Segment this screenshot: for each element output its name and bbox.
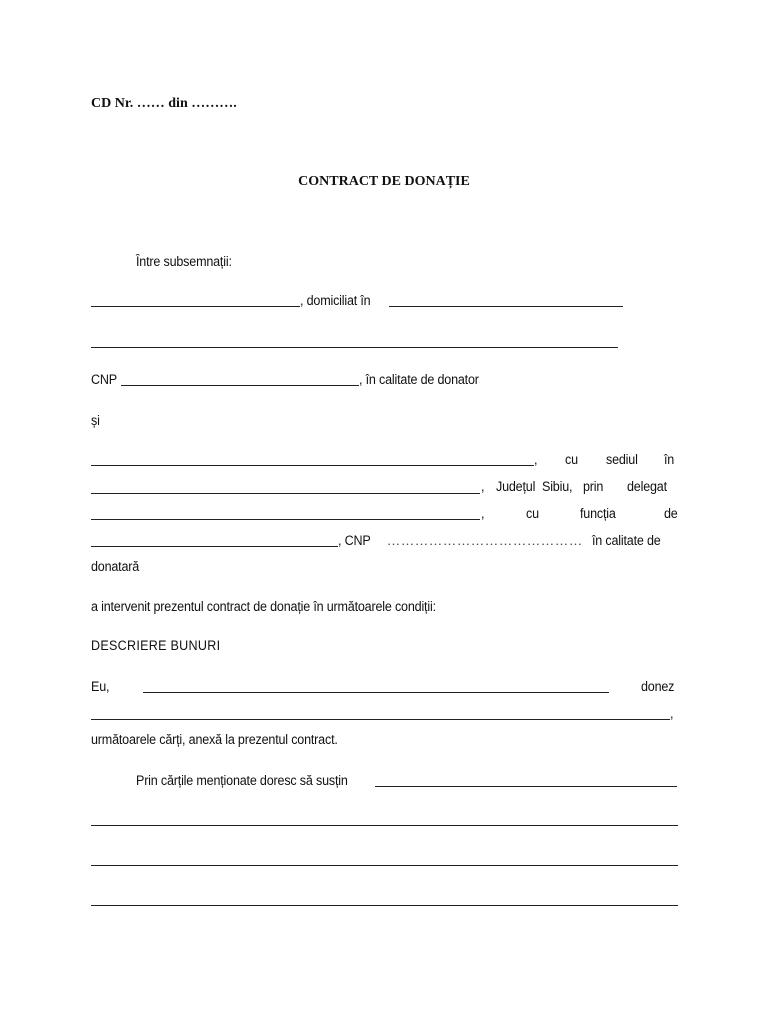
comma: , — [481, 479, 485, 494]
delegate-function-blank — [91, 546, 338, 547]
cnp-dots: …………………………………… — [387, 533, 583, 548]
din-label: din — [168, 96, 188, 111]
cd-number-dots: …… — [136, 96, 165, 111]
cu-label-2: cu — [526, 506, 539, 521]
comma: , — [670, 706, 674, 721]
intro-text: Între subsemnații: — [136, 254, 232, 269]
din-dots: ………. — [191, 96, 237, 111]
in-label: în — [664, 452, 675, 467]
purpose-blank-4 — [91, 905, 678, 906]
cnp-label: CNP — [91, 372, 117, 387]
cu-label: cu — [565, 452, 578, 467]
cd-number-line — [91, 95, 237, 113]
donor-address-blank — [389, 306, 623, 307]
cd-number-label: CD Nr. — [91, 96, 134, 111]
delegat-label: delegat — [627, 479, 667, 494]
contract-title: CONTRACT DE DONAȚIE — [298, 174, 470, 189]
donor-cnp-blank — [121, 385, 359, 386]
prin-label: prin — [583, 479, 604, 494]
recipient-address-blank — [91, 493, 480, 494]
recipient-role-1: în calitate de — [592, 533, 661, 548]
section-title: DESCRIERE BUNURI — [91, 638, 221, 653]
comma: , — [534, 452, 538, 467]
donor-role: , în calitate de donator — [359, 372, 479, 387]
eu-label: Eu, — [91, 679, 110, 694]
recipient-role-2: donatară — [91, 559, 140, 574]
functia-label: funcția — [580, 506, 616, 521]
recipient-name-blank — [91, 465, 534, 466]
purpose-blank-3 — [91, 865, 678, 866]
donez-label: donez — [641, 679, 675, 694]
books-blank — [91, 719, 670, 720]
purpose-text: Prin cărțile menționate doresc să susțin — [136, 773, 348, 788]
domiciliat-label: , domiciliat în — [300, 293, 371, 308]
judetul-label: Județul — [496, 479, 536, 494]
purpose-blank-2 — [91, 825, 678, 826]
donor-address-blank-2 — [91, 347, 618, 348]
donor-name-blank-2 — [143, 692, 609, 693]
sibiu-label: Sibiu, — [542, 479, 573, 494]
cnp-label-2: , CNP — [338, 533, 371, 548]
de-label: de — [664, 506, 678, 521]
agreement-text: a intervenit prezentul contract de donație în următoarele condiții: — [91, 599, 436, 614]
books-line-text: următoarele cărți, anexă la prezentul contract. — [91, 732, 338, 747]
sediul-label: sediul — [606, 452, 638, 467]
comma: , — [481, 506, 485, 521]
purpose-blank — [375, 786, 677, 787]
si-label: și — [91, 413, 100, 428]
donor-name-blank — [91, 306, 300, 307]
delegate-name-blank — [91, 519, 480, 520]
